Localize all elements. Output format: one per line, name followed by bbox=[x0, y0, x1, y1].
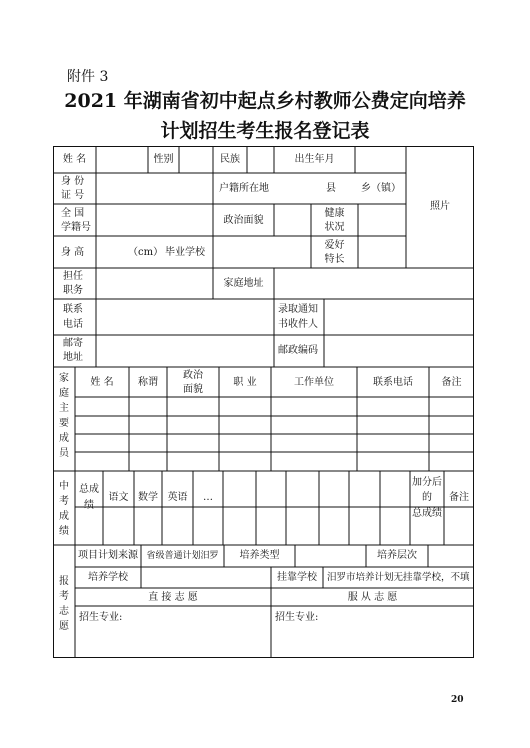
label-postcode: 邮政编码 bbox=[278, 345, 318, 356]
apply-affiliated-note: 汨罗市培养计划无挂靠学校，不填 bbox=[327, 572, 470, 583]
label-school: 毕业学校 bbox=[165, 247, 205, 258]
title-line-1: 2021 年湖南省初中起点乡村教师公费定向培养 bbox=[64, 90, 466, 112]
label-phone-1: 联系 bbox=[63, 304, 83, 315]
exam-bonus-3: 总成绩 bbox=[412, 508, 442, 519]
label-name: 姓 名 bbox=[62, 154, 87, 165]
apply-school-label: 培养学校 bbox=[88, 572, 128, 583]
col-job: 职 业 bbox=[233, 377, 257, 388]
label-reg-2: 学籍号 bbox=[61, 222, 91, 233]
label-duty-2: 职务 bbox=[63, 285, 83, 296]
label-health-1: 健康 bbox=[324, 208, 345, 219]
apply-major-obey: 招生专业: bbox=[275, 612, 319, 623]
apply-obey-heading: 服 从 志 愿 bbox=[347, 592, 398, 603]
apply-major-direct: 招生专业: bbox=[79, 612, 123, 623]
page-number: 20 bbox=[451, 695, 464, 705]
label-hukou: 户籍所在地 bbox=[219, 183, 269, 194]
label-notice-2: 书收件人 bbox=[278, 319, 318, 330]
registration-form-table bbox=[53, 146, 474, 658]
apply-affiliated-label: 挂靠学校 bbox=[277, 572, 317, 583]
exam-ellipsis: … bbox=[203, 492, 213, 503]
apply-direct-heading: 直 接 志 愿 bbox=[148, 592, 198, 603]
label-mail-1: 邮寄 bbox=[63, 338, 83, 349]
label-phone-2: 电话 bbox=[63, 319, 83, 330]
label-cm: （cm） bbox=[128, 247, 164, 258]
exam-bonus-2: 的 bbox=[422, 492, 432, 503]
label-height: 身 高 bbox=[61, 247, 85, 258]
title-line-2: 计划招生考生报名登记表 bbox=[160, 120, 370, 142]
exam-remark: 备注 bbox=[449, 492, 469, 503]
label-id-2: 证 号 bbox=[61, 190, 85, 201]
col-phone: 联系电话 bbox=[373, 377, 413, 388]
label-duty-1: 担任 bbox=[63, 271, 83, 282]
label-id-1: 身 份 bbox=[61, 176, 85, 187]
label-ethnicity: 民族 bbox=[220, 154, 240, 165]
label-notice-1: 录取通知 bbox=[278, 304, 318, 315]
col-member-name: 姓 名 bbox=[90, 377, 114, 388]
label-health-2: 状况 bbox=[324, 222, 345, 233]
exam-side-label: 中考成绩 bbox=[59, 481, 69, 537]
family-side-label: 家庭主要成员 bbox=[59, 373, 69, 459]
exam-english: 英语 bbox=[167, 492, 188, 503]
apply-level-label: 培养层次 bbox=[377, 550, 417, 561]
apply-source-value: 省级普通计划汨罗 bbox=[146, 551, 219, 561]
apply-type-label: 培养类型 bbox=[239, 550, 280, 561]
label-township: 乡（镇） bbox=[361, 183, 401, 194]
exam-total-2: 绩 bbox=[84, 500, 94, 511]
exam-chinese: 语文 bbox=[108, 492, 129, 503]
col-remark: 备注 bbox=[441, 377, 462, 388]
label-birth: 出生年月 bbox=[294, 154, 335, 165]
label-home: 家庭地址 bbox=[223, 278, 264, 289]
exam-math: 数学 bbox=[138, 492, 158, 503]
col-political-2: 面貌 bbox=[183, 384, 203, 395]
label-photo: 照片 bbox=[430, 201, 450, 212]
col-workplace: 工作单位 bbox=[294, 377, 334, 388]
apply-side-label: 报考志愿 bbox=[59, 576, 69, 632]
label-gender: 性别 bbox=[153, 154, 174, 165]
col-relation: 称谓 bbox=[138, 377, 158, 388]
label-hobby-1: 爱好 bbox=[324, 240, 345, 251]
label-hobby-2: 特长 bbox=[324, 254, 345, 265]
apply-source-label: 项目计划来源 bbox=[78, 550, 138, 561]
label-mail-2: 地址 bbox=[63, 352, 83, 363]
exam-total-1: 总成 bbox=[79, 484, 99, 495]
exam-bonus-1: 加分后 bbox=[412, 477, 442, 488]
label-county: 县 bbox=[326, 183, 336, 194]
label-reg-1: 全 国 bbox=[61, 208, 85, 219]
label-political: 政治面貌 bbox=[223, 215, 264, 226]
attachment-label: 附件 3 bbox=[67, 69, 109, 85]
col-political-1: 政治 bbox=[183, 370, 203, 381]
